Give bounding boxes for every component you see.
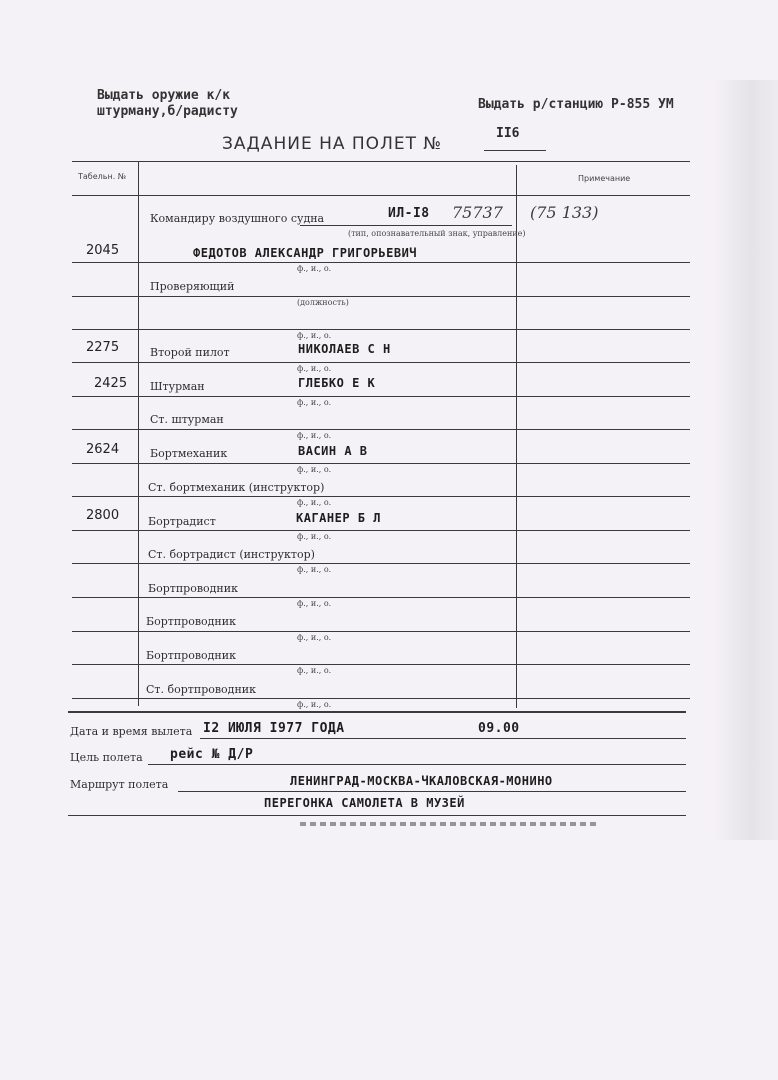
row-line	[72, 429, 690, 430]
row-line	[72, 396, 690, 397]
row-line	[72, 563, 690, 564]
row-line	[72, 329, 690, 330]
row-line	[72, 362, 690, 363]
fio-caption: ф., и., о.	[297, 498, 332, 507]
label-flight-purpose: Цель полета	[70, 751, 143, 764]
form-title: ЗАДАНИЕ НА ПОЛЕТ №	[222, 134, 443, 154]
departure-time: 09.00	[478, 721, 520, 736]
row-line	[72, 496, 690, 497]
row-line	[72, 631, 690, 632]
label-senior-navigator: Ст. штурман	[150, 413, 224, 426]
fio-caption: ф., и., о.	[297, 633, 332, 642]
row-line	[72, 296, 690, 297]
tabel-2624: 2624	[86, 442, 120, 457]
tabel-2800: 2800	[86, 508, 120, 523]
row-line	[72, 698, 690, 699]
radio-note: Выдать р/станцию Р-855 УМ	[478, 97, 674, 112]
aircraft-sublabel: (тип, опознавательный знак, управление)	[348, 229, 526, 238]
tabel-2045: 2045	[86, 243, 120, 258]
cropped-text-fragment	[300, 822, 600, 826]
date-underline	[200, 738, 686, 739]
weapon-note-line1: Выдать оружие к/к	[97, 88, 231, 103]
label-inspector: Проверяющий	[150, 280, 235, 293]
departure-date: I2 ИЮЛЯ I977 ГОДА	[203, 721, 345, 736]
col-header-tabel: Табельн. №	[78, 172, 127, 181]
label-senior-flight-attendant: Ст. бортпроводник	[146, 683, 256, 696]
aircraft-reg-handwritten: 75737	[452, 203, 503, 222]
flight-purpose: рейс № Д/Р	[170, 747, 254, 762]
fio-caption: ф., и., о.	[297, 331, 332, 340]
column-divider-left	[138, 161, 139, 706]
fio-caption: ф., и., о.	[297, 532, 332, 541]
flight-engineer-name: ВАСИН А В	[298, 444, 368, 458]
label-second-pilot: Второй пилот	[150, 346, 230, 359]
commander-name: ФЕДОТОВ АЛЕКСАНДР ГРИГОРЬЕВИЧ	[193, 246, 418, 260]
label-flight-attendant-2: Бортпроводник	[146, 615, 236, 628]
label-commander: Командиру воздушного судна	[150, 212, 325, 225]
tabel-2275: 2275	[86, 340, 120, 355]
header-row-border	[72, 195, 690, 196]
fio-caption: ф., и., о.	[297, 599, 332, 608]
flight-number: II6	[496, 126, 520, 141]
fio-caption: ф., и., о.	[297, 465, 332, 474]
route-line2: ПЕРЕГОНКА САМОЛЕТА В МУЗЕЙ	[264, 796, 465, 810]
aircraft-underline	[300, 225, 512, 226]
fio-caption: ф., и., о.	[297, 431, 332, 440]
fio-caption: ф., и., о.	[297, 565, 332, 574]
route-line1: ЛЕНИНГРАД-МОСКВА-ЧКАЛОВСКАЯ-МОНИНО	[290, 774, 553, 788]
column-divider-right	[516, 165, 517, 708]
row-line	[72, 262, 690, 263]
table-bottom-border	[68, 711, 686, 713]
table-top-border	[72, 161, 690, 162]
row-line	[72, 664, 690, 665]
fio-caption: ф., и., о.	[297, 364, 332, 373]
aircraft-type: ИЛ-I8	[388, 206, 430, 221]
second-pilot-name: НИКОЛАЕВ С Н	[298, 342, 391, 356]
col-header-remark: Примечание	[578, 174, 631, 183]
fio-caption: ф., и., о.	[297, 666, 332, 675]
row-line	[72, 530, 690, 531]
label-departure-datetime: Дата и время вылета	[70, 725, 193, 738]
label-radio-operator: Бортрадист	[148, 515, 216, 528]
label-flight-attendant-3: Бортпроводник	[146, 649, 236, 662]
fio-caption: ф., и., о.	[297, 700, 332, 709]
route-bottom-line	[68, 815, 686, 816]
fio-caption: ф., и., о.	[297, 398, 332, 407]
purpose-underline	[148, 764, 686, 765]
remark-handwritten: (75 133)	[530, 203, 599, 222]
tabel-2425: 2425	[94, 376, 128, 391]
label-senior-flight-engineer: Ст. бортмеханик (инструктор)	[148, 481, 325, 494]
label-navigator: Штурман	[150, 380, 205, 393]
scan-shadow	[712, 80, 778, 840]
label-flight-route: Маршрут полета	[70, 778, 169, 791]
navigator-name: ГЛЕБКО Е К	[298, 376, 376, 390]
weapon-note-line2: штурману,б/радисту	[97, 104, 238, 119]
flight-number-underline	[484, 150, 546, 151]
row-line	[72, 463, 690, 464]
label-flight-engineer: Бортмеханик	[150, 447, 228, 460]
position-caption: (должность)	[297, 298, 349, 307]
radio-operator-name: КАГАНЕР Б Л	[296, 511, 381, 525]
fio-caption: ф., и., о.	[297, 264, 332, 273]
label-flight-attendant-1: Бортпроводник	[148, 582, 238, 595]
route-underline	[178, 791, 686, 792]
row-line	[72, 597, 690, 598]
label-senior-radio-operator: Ст. бортрадист (инструктор)	[148, 548, 315, 561]
